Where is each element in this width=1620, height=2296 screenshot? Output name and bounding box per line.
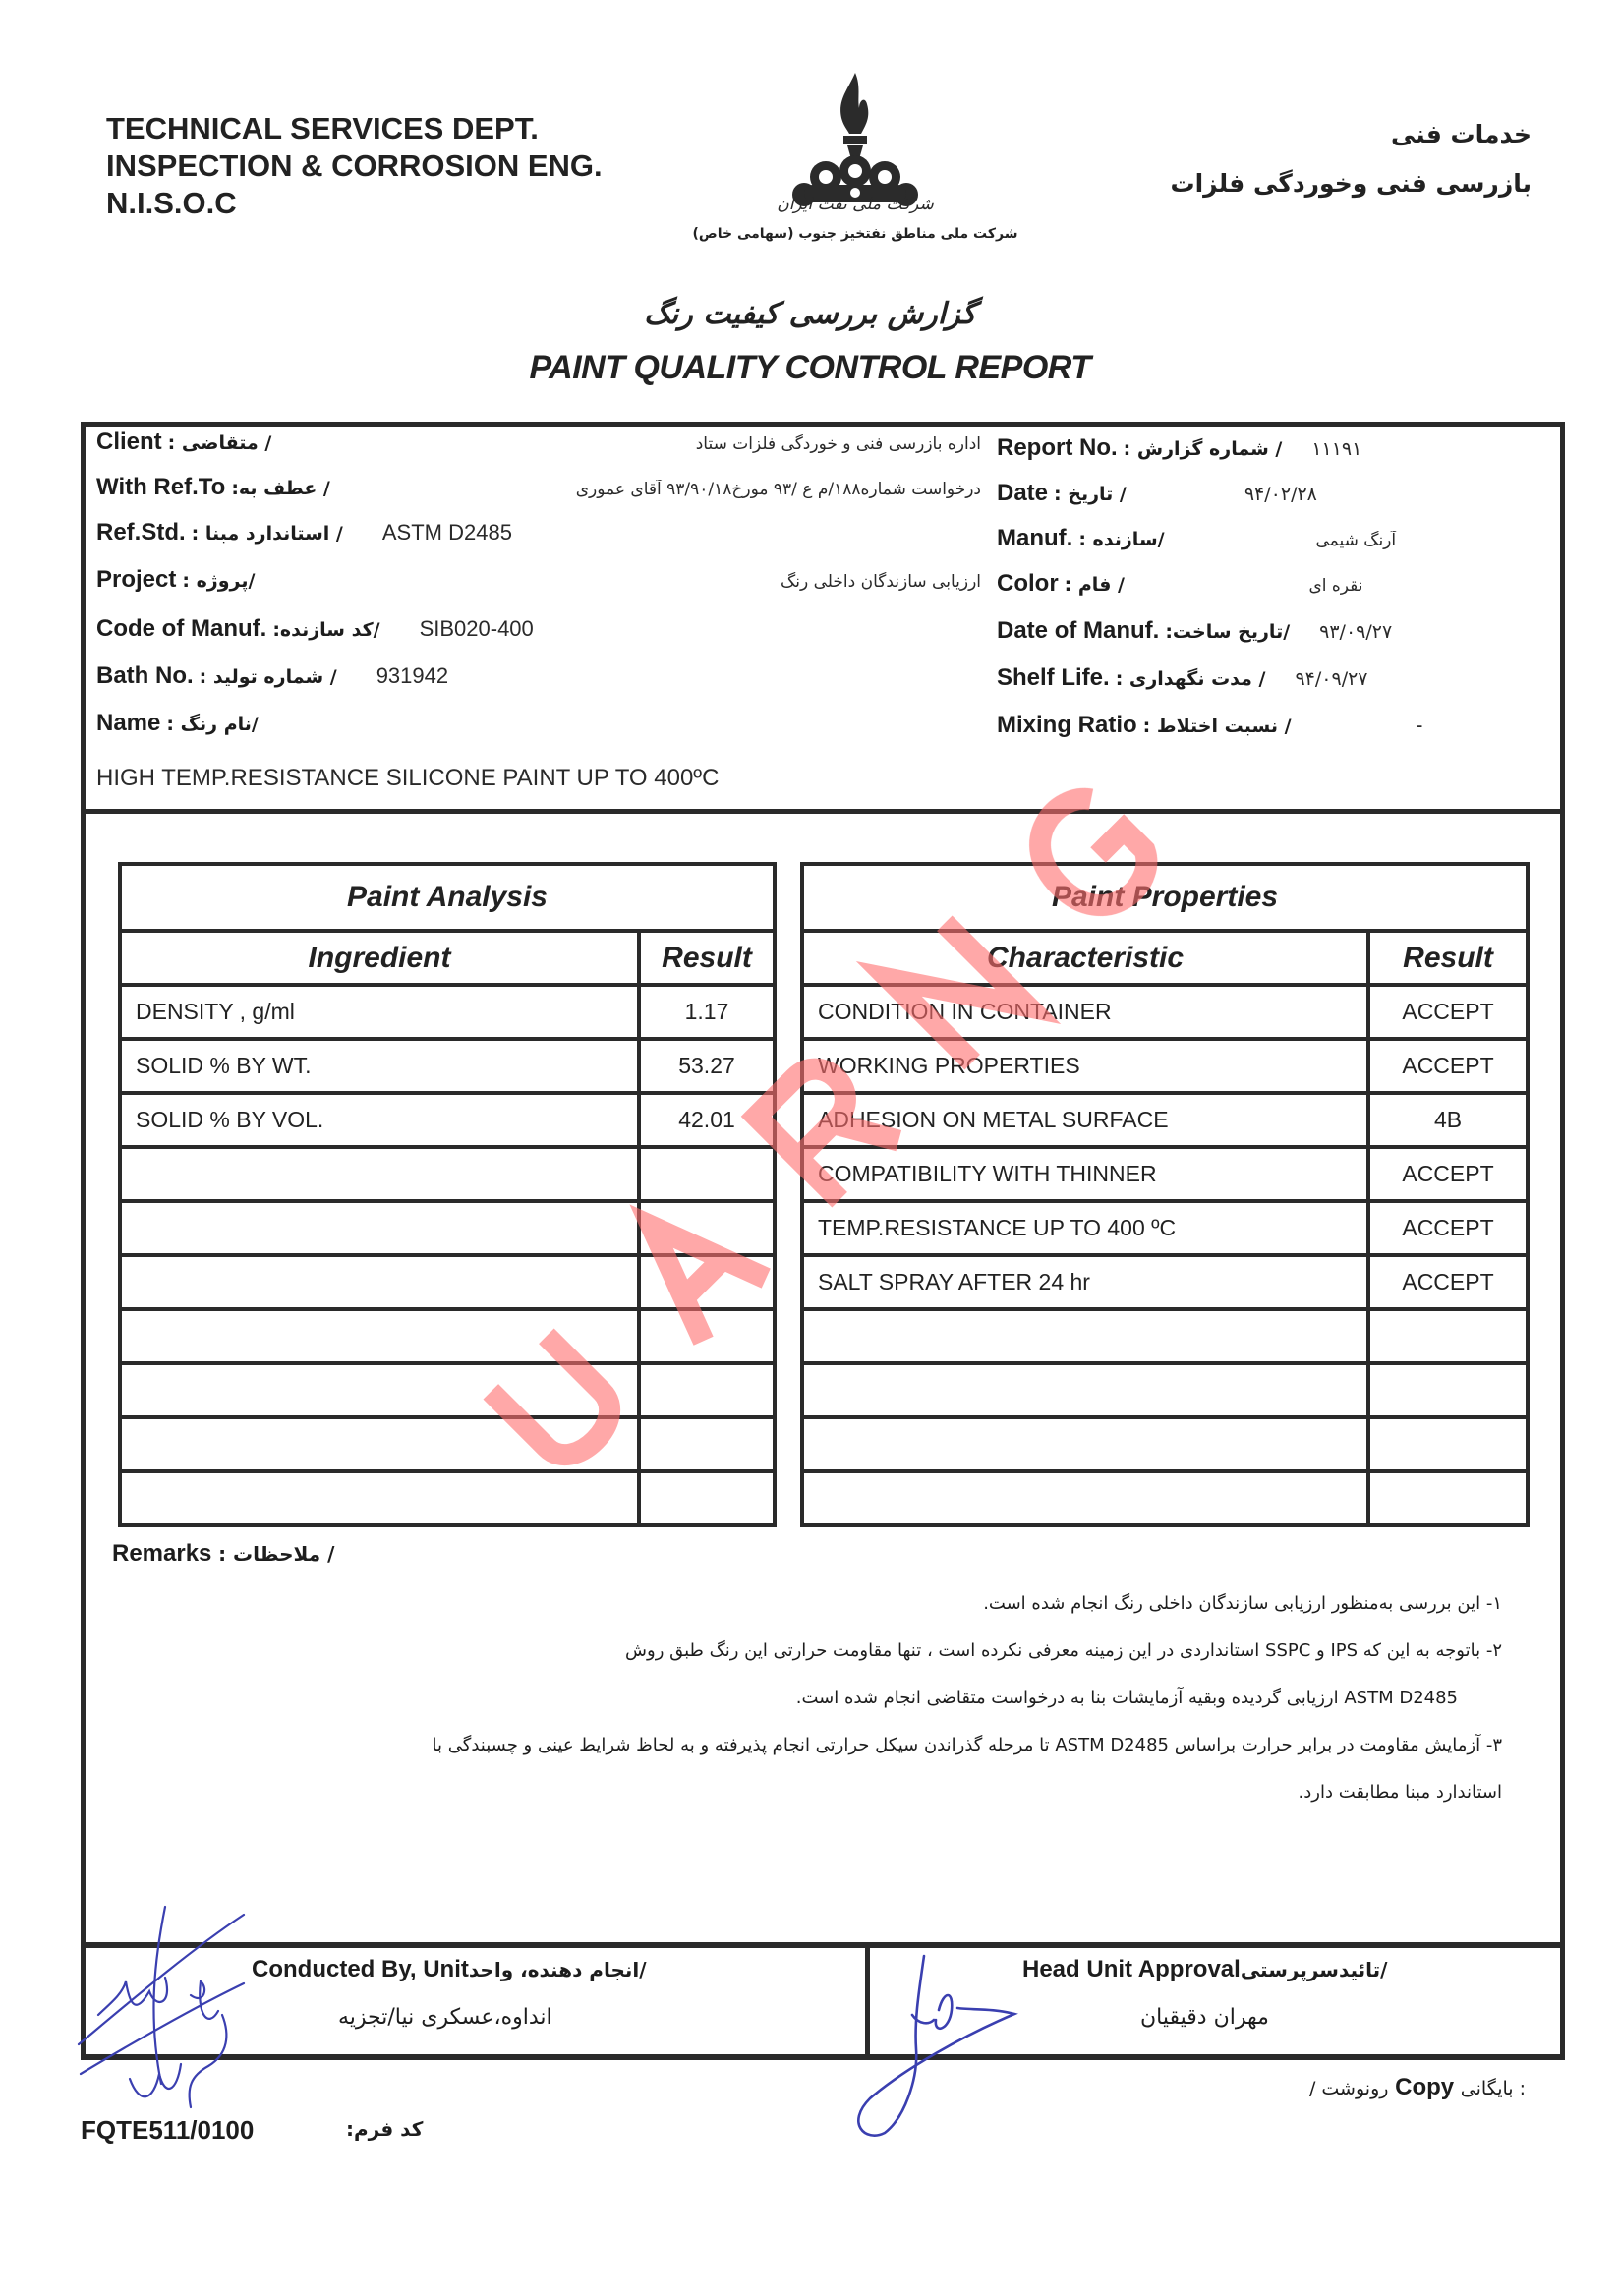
department-header-en [106,110,603,222]
table-row [120,1093,775,1147]
field-label-fa: /نام رنگ : [166,714,259,735]
company-subtitle: شرکت ملی مناطق نفتخیز جنوب (سهامی خاص) [692,226,1018,242]
copy-label-fa: رونوشت / [1308,2078,1389,2099]
row-name [120,1309,639,1363]
field-label: Report No. [997,434,1118,461]
table-row [120,985,775,1039]
field-label-fa: / عطف به: [231,478,330,499]
ref-std-value: ASTM D2485 [381,520,512,545]
copy-value: : بایگانی [1460,2078,1526,2099]
row-name: WORKING PROPERTIES [802,1039,1368,1093]
manuf-field [997,525,1547,564]
table-row [802,1309,1528,1363]
conducted-by-label-fa: /انجام دهنده، واحد [468,1958,647,1981]
date-of-manuf-field [997,617,1547,657]
row-result: ACCEPT [1368,1255,1528,1309]
table-row [120,1147,775,1201]
manuf-value: آرنگ شیمی [1315,531,1397,550]
field-label-fa: /کد سازنده: [272,619,380,641]
client-field [96,429,981,468]
row-name: ADHESION ON METAL SURFACE [802,1093,1368,1147]
bath-no-value: 931942 [376,663,449,688]
field-label: Name [96,710,161,736]
row-result [639,1363,775,1417]
table-row [120,1309,775,1363]
mixing-ratio-value: - [1416,713,1423,737]
paint-properties-table [800,862,1530,1527]
row-result [1368,1309,1528,1363]
field-label-fa: / متقاضی : [167,432,272,454]
table-row [802,1039,1528,1093]
table-row [802,1201,1528,1255]
row-name: SOLID % BY WT. [120,1039,639,1093]
row-result [639,1309,775,1363]
table-row [802,1417,1528,1471]
date-value: ۹۴/۰۲/۲۸ [1244,484,1317,505]
shelf-life-field [997,664,1547,704]
field-label-fa: / نسبت اختلاط : [1142,716,1292,737]
remark-item: ۱- این بررسی به‌منظور ارزیابی سازندگان داخلی رنگ انجام شده است. [983,1593,1502,1614]
ref-to-field [96,474,981,513]
remarks-label-en: Remarks [112,1540,212,1567]
field-label-fa: / شماره تولید : [199,666,337,688]
table-row [802,1471,1528,1525]
field-label: Project [96,566,177,593]
table-row [802,1093,1528,1147]
column-header-ingredient: Ingredient [120,931,639,985]
header-line: خدمات فنی [1390,120,1532,148]
field-label: Color [997,570,1059,597]
ref-to-value: درخواست شماره۱۸۸/م ع /۹۳ مورخ۹۳/۹۰/۱۸ آقای عموری [575,480,981,499]
copy-label: Copy [1395,2074,1455,2100]
copy-line [1309,2074,1526,2101]
remark-item: استاندارد مبنا مطابقت دارد. [1298,1782,1502,1803]
name-field [96,710,981,749]
field-label-fa: / تاریخ : [1054,484,1127,505]
remark-item: ۳- آزمایش مقاومت در برابر حرارت براساس ASTM D2485 تا مرحله گذراندن سیکل حرارتی انجام پذیرفته و به لحاظ شرایط عینی و چسبندگی با [432,1735,1502,1755]
date-of-manuf-value: ۹۳/۰۹/۲۷ [1319,621,1393,643]
row-name: COMPATIBILITY WITH THINNER [802,1147,1368,1201]
field-label: Code of Manuf. [96,615,267,642]
row-name [120,1417,639,1471]
row-result: 42.01 [639,1093,775,1147]
table-row [802,1255,1528,1309]
table-row [120,1255,775,1309]
logo-script: شرکت ملی نفت ایران [777,195,934,214]
remark-item: ۲- باتوجه به این که IPS و SSPC استانداردی در این زمینه معرفی نکرده است ، تنها مقاومت حرارتی این رنگ طبق روش [625,1640,1502,1661]
row-name [802,1363,1368,1417]
table-title: Paint Properties [802,864,1528,931]
row-name: CONDITION IN CONTAINER [802,985,1368,1039]
row-result: 53.27 [639,1039,775,1093]
conducted-by-name: انداوه،عسکری نیا/تجزیه [338,2005,552,2030]
row-name: SOLID % BY VOL. [120,1093,639,1147]
row-result: ACCEPT [1368,1147,1528,1201]
report-no-field [997,434,1547,474]
row-result [1368,1471,1528,1525]
color-value: نقره ای [1308,576,1363,596]
row-name [120,1201,639,1255]
field-label-fa: / شماره گزارش : [1123,438,1283,460]
field-label: With Ref.To [96,474,226,500]
paint-analysis-table [118,862,777,1527]
info-divider [81,809,1565,814]
conducted-by-label-en: Conducted By, Unit [252,1956,469,1982]
field-label-fa: /پروژه : [182,570,256,592]
table-row [120,1471,775,1525]
head-approval-label-en: Head Unit Approval [1022,1956,1241,1982]
table-row [120,1417,775,1471]
remarks-label [112,1540,334,1568]
field-label: Client [96,429,162,455]
head-approval-label [1022,1956,1388,1983]
row-result [639,1201,775,1255]
row-result [639,1417,775,1471]
header-line: INSPECTION & CORROSION ENG. [106,148,603,183]
row-name [120,1471,639,1525]
head-approval-label-fa: /تائیدسرپرستی [1240,1958,1388,1981]
row-name [120,1255,639,1309]
row-name: TEMP.RESISTANCE UP TO 400 ºC [802,1201,1368,1255]
field-label-fa: /سازنده : [1078,529,1165,550]
table-title: Paint Analysis [120,864,775,931]
table-row [802,1363,1528,1417]
field-label: Date [997,480,1049,506]
report-title-fa: گزارش بررسی کیفیت رنگ [644,297,976,331]
field-label: Shelf Life. [997,664,1110,691]
remark-item: ASTM D2485 ارزیابی گردیده وبقیه آزمایشات بنا به درخواست متقاضی انجام شده است. [795,1688,1458,1708]
row-result: 1.17 [639,985,775,1039]
date-field [997,480,1547,519]
report-no-value: ۱۱۱۹۱ [1311,438,1362,460]
table-row [802,1147,1528,1201]
row-name [802,1417,1368,1471]
row-result [639,1471,775,1525]
row-name [120,1363,639,1417]
client-value: اداره بازرسی فنی و خوردگی فلزات ستاد [695,434,981,454]
signature-box-divider [865,1942,870,2060]
head-approval-name: مهران دقیقیان [1140,2005,1269,2030]
row-result [639,1255,775,1309]
row-result: ACCEPT [1368,1201,1528,1255]
table-row [120,1039,775,1093]
column-header-result: Result [639,931,775,985]
row-name [120,1147,639,1201]
field-label: Ref.Std. [96,519,186,545]
ref-std-field [96,519,981,558]
row-result [1368,1363,1528,1417]
form-code: FQTE511/0100 [81,2115,255,2145]
field-label: Manuf. [997,525,1073,551]
paint-name-value: HIGH TEMP.RESISTANCE SILICONE PAINT UP TO 400ºC [96,765,720,791]
field-label-fa: / استاندارد مبنا : [191,523,343,545]
table-row [120,1363,775,1417]
row-result: ACCEPT [1368,985,1528,1039]
table-row [120,1201,775,1255]
project-value: ارزیابی سازندگان داخلی رنگ [781,572,981,592]
field-label: Bath No. [96,662,194,689]
conducted-by-label [252,1956,647,1983]
row-name [802,1471,1368,1525]
header-line: TECHNICAL SERVICES DEPT. [106,111,539,145]
row-result [1368,1417,1528,1471]
row-name: DENSITY , g/ml [120,985,639,1039]
column-header-characteristic: Characteristic [802,931,1368,985]
header-line: N.I.S.O.C [106,186,237,220]
color-field [997,570,1547,609]
row-result [639,1147,775,1201]
bath-no-field [96,662,981,702]
project-field [96,566,981,605]
row-result: ACCEPT [1368,1039,1528,1093]
department-header-fa [1170,110,1532,208]
column-header-result: Result [1368,931,1528,985]
mixing-ratio-field [997,712,1547,751]
code-of-manuf-field [96,615,981,655]
field-label: Date of Manuf. [997,617,1160,644]
report-title-en: PAINT QUALITY CONTROL REPORT [529,349,1091,386]
form-code-label: کد فرم: [346,2117,424,2141]
field-label: Mixing Ratio [997,712,1137,738]
row-name [802,1309,1368,1363]
table-row [802,985,1528,1039]
flame-icon [840,73,868,134]
shelf-life-value: ۹۴/۰۹/۲۷ [1295,668,1368,690]
remarks-label-fa: / ملاحظات : [218,1542,335,1566]
header-line: بازرسی فنی وخوردگی فلزات [1170,169,1532,198]
field-label-fa: / فام : [1064,574,1125,596]
row-name: SALT SPRAY AFTER 24 hr [802,1255,1368,1309]
field-label-fa: /تاریخ ساخت: [1165,621,1291,643]
field-label-fa: / مدت نگهداری : [1115,668,1266,690]
code-of-manuf-value: SIB020-400 [419,616,534,641]
row-result: 4B [1368,1093,1528,1147]
